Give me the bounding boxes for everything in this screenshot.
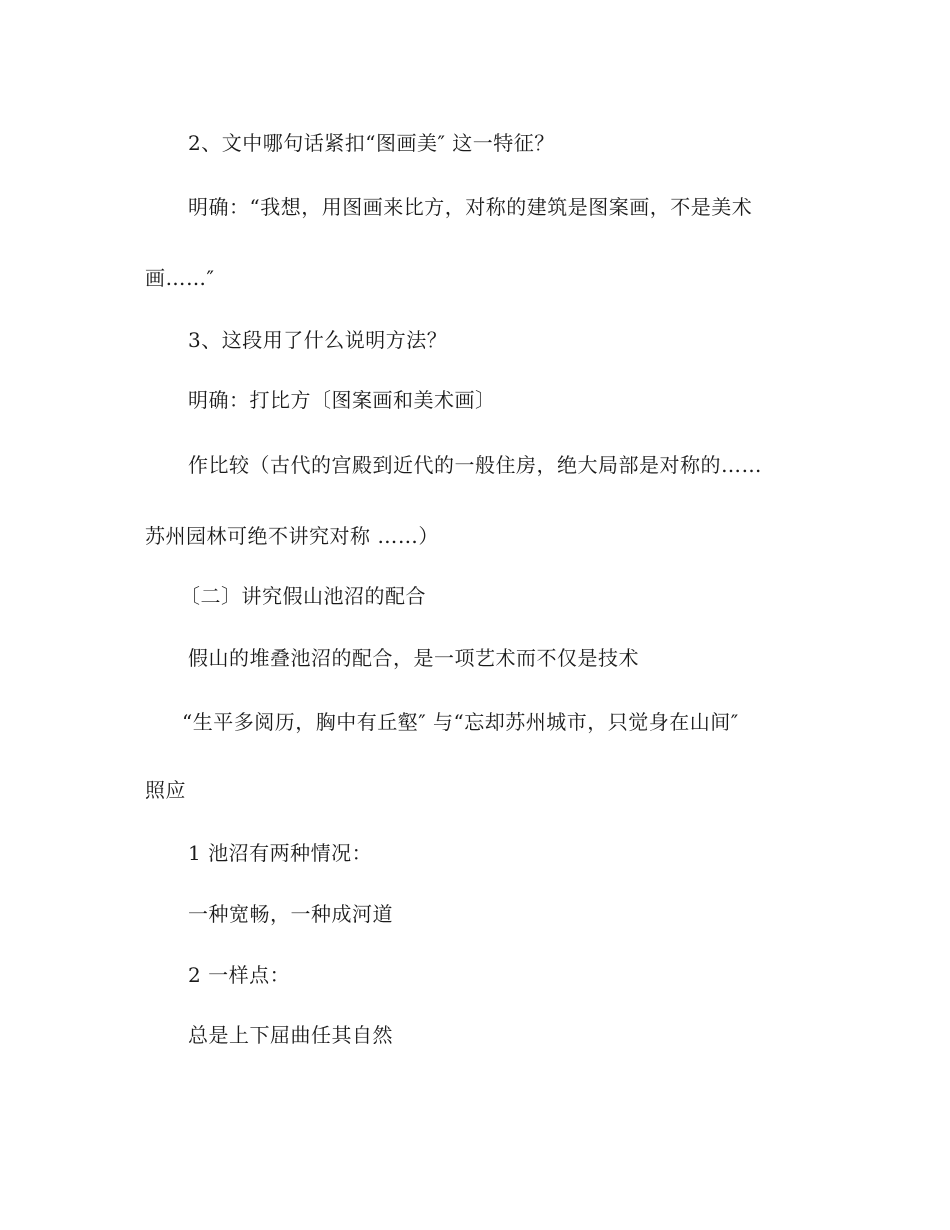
question-2: 2、文中哪句话紧扣“图画美″ 这一特征？: [188, 131, 555, 155]
paragraph-rockery: 假山的堆叠池沼的配合，是一项艺术而不仅是技术: [188, 646, 639, 670]
answer-2-line-2: 画……″: [145, 266, 215, 290]
quote-line-1: “生平多阅历，胸中有丘壑″ 与“忘却苏州城市，只觉身在山间″: [182, 710, 739, 734]
point-2-detail: 总是上下屈曲任其自然: [188, 1023, 393, 1047]
comparison-line-2: 苏州园林可绝不讲究对称 ……）: [145, 524, 439, 548]
quote-line-2: 照应: [145, 778, 186, 802]
point-2: 2 一样点：: [188, 963, 291, 987]
answer-3: 明确：打比方〔图案画和美术画〕: [188, 388, 496, 412]
point-1-detail: 一种宽畅，一种成河道: [188, 902, 393, 926]
question-3: 3、这段用了什么说明方法？: [188, 328, 448, 352]
point-1: 1 池沼有两种情况：: [188, 841, 373, 865]
comparison-line-1: 作比较（古代的宫殿到近代的一般住房，绝大局部是对称的……: [188, 453, 762, 477]
section-heading: 〔二〕讲究假山池沼的配合: [180, 584, 426, 608]
answer-2-line-1: 明确：“我想，用图画来比方，对称的建筑是图案画，不是美术: [188, 195, 753, 219]
